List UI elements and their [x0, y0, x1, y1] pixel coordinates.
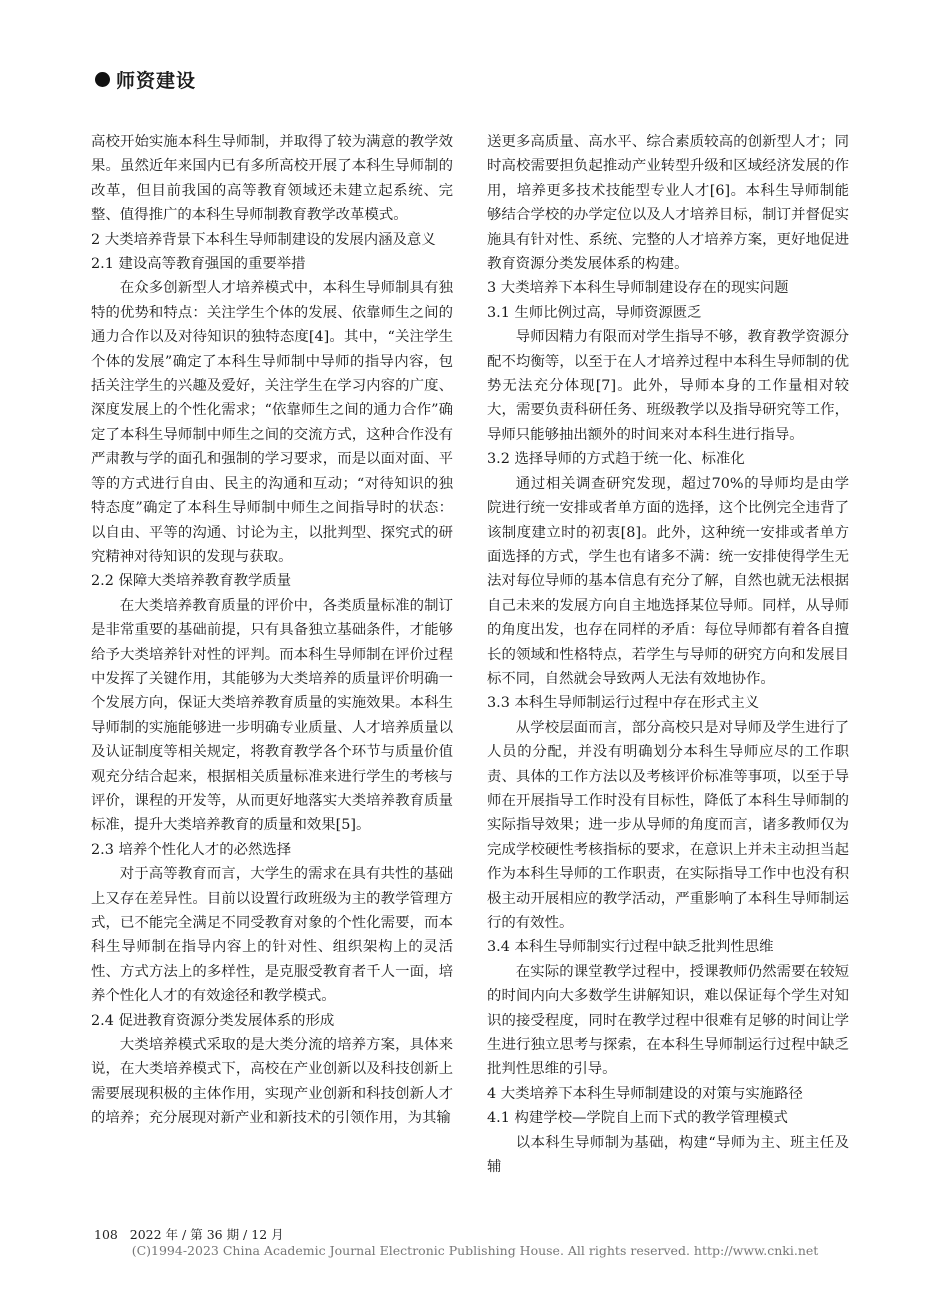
section-heading: 3.3 本科生导师制运行过程中存在形式主义 — [487, 695, 760, 712]
body-paragraph: 大类培养模式采取的是大类分流的培养方案，具体来说，在大类培养模式下，高校在产业创新以及科技创新上需要展现积极的主体作用，实现产业创新和科技创新人才的培养；充分展现对新产业和新技术的引领作用，为其输 — [91, 1037, 453, 1127]
section-heading: 3.4 本科生导师制实行过程中缺乏批判性思维 — [487, 939, 774, 956]
section-heading: 2 大类培养背景下本科生导师制建设的发展内涵及意义 — [91, 231, 436, 248]
section-heading: 2.4 促进教育资源分类发展体系的形成 — [91, 1012, 335, 1029]
section-heading: 3.1 生师比例过高，导师资源匮乏 — [487, 304, 702, 321]
section-title: 师资建设 — [116, 70, 197, 92]
section-heading: 2.1 建设高等教育强国的重要举措 — [91, 256, 306, 273]
bullet-dot-icon — [95, 72, 110, 87]
body-paragraph: 送更多高质量、高水平、综合素质较高的创新型人才；同时高校需要担负起推动产业转型升级和区域经济发展的作用，培养更多技术技能型专业人才[6]。本科生导师制能够结合学校的办学定位以及人才培养目标，制订并督促实施具有针对性、系统、完整的人才培养方案，更好地促进教育资源分类发展体系的构建。 — [487, 134, 849, 273]
section-heading: 2.2 保障大类培养教育教学质量 — [91, 573, 292, 590]
body-paragraph: 对于高等教育而言，大学生的需求在具有共性的基础上又存在差异性。目前以设置行政班级为主的教学管理方式，已不能完全满足不同受教育对象的个性化需要，而本科生导师制在指导内容上的针对性、组织架构上的灵活性、方式方法上的多样性，是克服受教育者千人一面，培养个性化人才的有效途径和教学模式。 — [91, 866, 453, 1005]
page-footer — [94, 1225, 284, 1243]
section-heading: 2.3 培养个性化人才的必然选择 — [91, 841, 292, 858]
body-paragraph: 从学校层面而言，部分高校只是对导师及学生进行了人员的分配，并没有明确划分本科生导师应尽的工作职责、具体的工作方法以及考核评价标准等事项，以至于导师在开展指导工作时没有目标性，降低了本科生导师制的实际指导效果；进一步从导师的角度而言，诸多教师仅为完成学校硬性考核指标的要求，在意识上并未主动担当起作为本科生导师的工作职责，在实际指导工作中也没有积极主动开展相应的教学活动，严重影响了本科生导师制运行的有效性。 — [487, 719, 849, 931]
page-number: 108 — [94, 1227, 118, 1242]
body-paragraph: 以本科生导师制为基础，构建“导师为主、班主任及辅 — [487, 1134, 849, 1176]
body-paragraph: 导师因精力有限而对学生指导不够，教育教学资源分配不均衡等，以至于在人才培养过程中本科生导师制的优势无法充分体现[7]。此外，导师本身的工作量相对较大，需要负责科研任务、班级教学以及指导研究等工作，导师只能够抽出额外的时间来对本科生进行指导。 — [487, 329, 849, 443]
body-paragraph: 通过相关调查研究发现，超过70%的导师均是由学院进行统一安排或者单方面的选择，这个比例完全违背了该制度建立时的初衷[8]。此外，这种统一安排或者单方面选择的方式，学生也有诸多不满：统一安排使得学生无法对每位导师的基本信息有充分了解，自然也就无法根据自己未来的发展方向自主地选择某位导师。同样，从导师的角度出发，也存在同样的矛盾：每位导师都有着各自擅长的领域和性格特点，若学生与导师的研究方向和发展目标不同，自然就会导致两人无法有效地协作。 — [487, 475, 849, 687]
body-paragraph: 高校开始实施本科生导师制，并取得了较为满意的教学效果。虽然近年来国内已有多所高校开展了本科生导师制的改革，但目前我国的高等教育领域还未建立起系统、完整、值得推广的本科生导师制教育教学改革模式。 — [91, 134, 453, 224]
body-paragraph: 在大类培养教育质量的评价中，各类质量标准的制订是非常重要的基础前提，只有具备独立基础条件，才能够给予大类培养针对性的评判。而本科生导师制在评价过程中发挥了关键作用，其能够为大类培养的质量评价明确一个发展方向，保证大类培养教育质量的实施效果。本科生导师制的实施能够进一步明确专业质量、人才培养质量以及认证制度等相关规定，将教育教学各个环节与质量价值观充分结合起来，根据相关质量标准来进行学生的考核与评价，课程的开发等，从而更好地落实大类培养教育质量标准，提升大类培养教育的质量和效果[5]。 — [91, 597, 453, 834]
section-heading: 3 大类培养下本科生导师制建设存在的现实问题 — [487, 280, 789, 297]
right-column — [487, 130, 849, 1179]
section-header — [95, 66, 196, 93]
section-heading: 4.1 构建学校—学院自上而下式的教学管理模式 — [487, 1110, 788, 1127]
section-heading: 3.2 选择导师的方式趋于统一化、标准化 — [487, 451, 745, 468]
body-paragraph: 在众多创新型人才培养模式中，本科生导师制具有独特的优势和特点：关注学生个体的发展、依靠师生之间的通力合作以及对待知识的独特态度[4]。其中，“关注学生个体的发展”确定了本科生导师制中导师的指导内容，包括关注学生的兴趣及爱好，关注学生在学习内容的广度、深度发展上的个性化需求；“依靠师生之间的通力合作”确定了本科生导师制中师生之间的交流方式，这种合作没有严肃教与学的面孔和强制的学习要求，而是以面对面、平等的方式进行自由、民主的沟通和互动；“对待知识的独特态度”确定了本科生导师制中师生之间指导时的状态：以自由、平等的沟通、讨论为主，以批判型、探究式的研究精神对待知识的发现与获取。 — [91, 280, 453, 565]
copyright-line: (C)1994-2023 China Academic Journal Electronic Publishing House. All rights reserved. http://www.cnki.net — [131, 1243, 819, 1258]
section-heading: 4 大类培养下本科生导师制建设的对策与实施路径 — [487, 1085, 803, 1102]
body-paragraph: 在实际的课堂教学过程中，授课教师仍然需要在较短的时间内向大多数学生讲解知识，难以保证每个学生对知识的接受程度，同时在教学过程中很难有足够的时间让学生进行独立思考与探索，在本科生导师制运行过程中缺乏批判性思维的引导。 — [487, 963, 849, 1078]
issue-info: 2022 年 / 第 36 期 / 12 月 — [129, 1227, 284, 1242]
left-column — [91, 130, 453, 1131]
